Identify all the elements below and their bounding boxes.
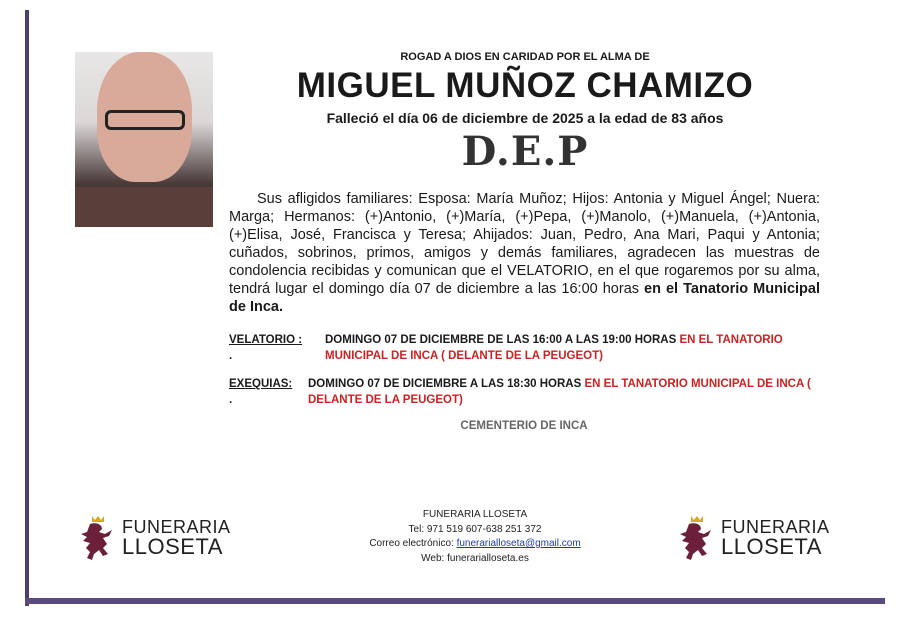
- contact-info: [300, 508, 650, 566]
- velatorio-dot: .: [229, 350, 233, 362]
- exequias-label: EXEQUIAS:: [229, 378, 293, 390]
- contact-web: Web: funerarialloseta.es: [421, 552, 529, 564]
- logo-right: [677, 514, 830, 560]
- velatorio-label: VELATORIO :: [229, 334, 303, 346]
- lion-icon: [677, 514, 717, 560]
- logo-left: [78, 514, 231, 560]
- exequias-section: [229, 376, 824, 408]
- velatorio-place: EN EL TANATORIO MUNICIPAL DE INCA ( DELANTE DE LA PEUGEOT): [325, 334, 783, 362]
- logo-line2: LLOSETA: [122, 534, 223, 559]
- cementerio: CEMENTERIO DE INCA: [460, 420, 588, 432]
- exequias-text: DOMINGO 07 DE DICIEMBRE A LAS 18:30 HORAS: [308, 378, 585, 390]
- rogad-heading: ROGAD A DIOS EN CARIDAD POR EL ALMA DE: [400, 51, 650, 63]
- contact-name: FUNERARIA LLOSETA: [422, 509, 528, 520]
- death-date: Falleció el día 06 de diciembre de 2025 a la edad de 83 años: [326, 110, 724, 126]
- family-text: [229, 190, 820, 316]
- left-border: [25, 10, 29, 606]
- velatorio-text: DOMINGO 07 DE DICIEMBRE DE LAS 16:00 A LAS 19:00 HORAS: [325, 334, 680, 346]
- contact-email-label: Correo electrónico:: [369, 538, 457, 549]
- logo-line2: LLOSETA: [721, 534, 822, 559]
- family-text-main: Sus afligidos familiares: Esposa: María Muñoz; Hijos: Antonia y Miguel Ángel; Nuera: Marga; Hermanos: (+)Antonio, (+)María, (+)Pepa, (+)Manolo, (+)Manuela, (+)Antonia, (+)Elisa, José, Francisca y Teresa; Ahijados: Juan, Pedro, Ana Mari, Paqui y Antonia; cuñados, sobrinos, primos, amigos y demás familiares, agradecen las muestras de condolencia recibidas y comunican que el VELATORIO, en el que rogaremos por su alma, tendrá lugar el domingo día 07 de diciembre a las 16:00 horas: [229, 191, 820, 297]
- contact-tel: Tel: 971 519 607-638 251 372: [408, 523, 542, 535]
- deceased-photo: [75, 52, 213, 227]
- exequias-place: EN EL TANATORIO MUNICIPAL DE INCA ( DELANTE DE LA PEUGEOT): [308, 378, 811, 406]
- exequias-dot: .: [229, 394, 233, 406]
- deceased-name: MIGUEL MUÑOZ CHAMIZO: [296, 66, 754, 105]
- dep-heading: D.E.P: [461, 128, 589, 175]
- bottom-border: [25, 598, 885, 604]
- logo-line1: FUNERARIA: [122, 517, 231, 537]
- logo-line1: FUNERARIA: [721, 517, 830, 537]
- contact-email-link[interactable]: funerarialloseta@gmail.com: [456, 538, 581, 549]
- lion-icon: [78, 514, 118, 560]
- velatorio-section: [229, 332, 824, 364]
- family-text-bold: en el Tanatorio Municipal de Inca.: [229, 281, 820, 315]
